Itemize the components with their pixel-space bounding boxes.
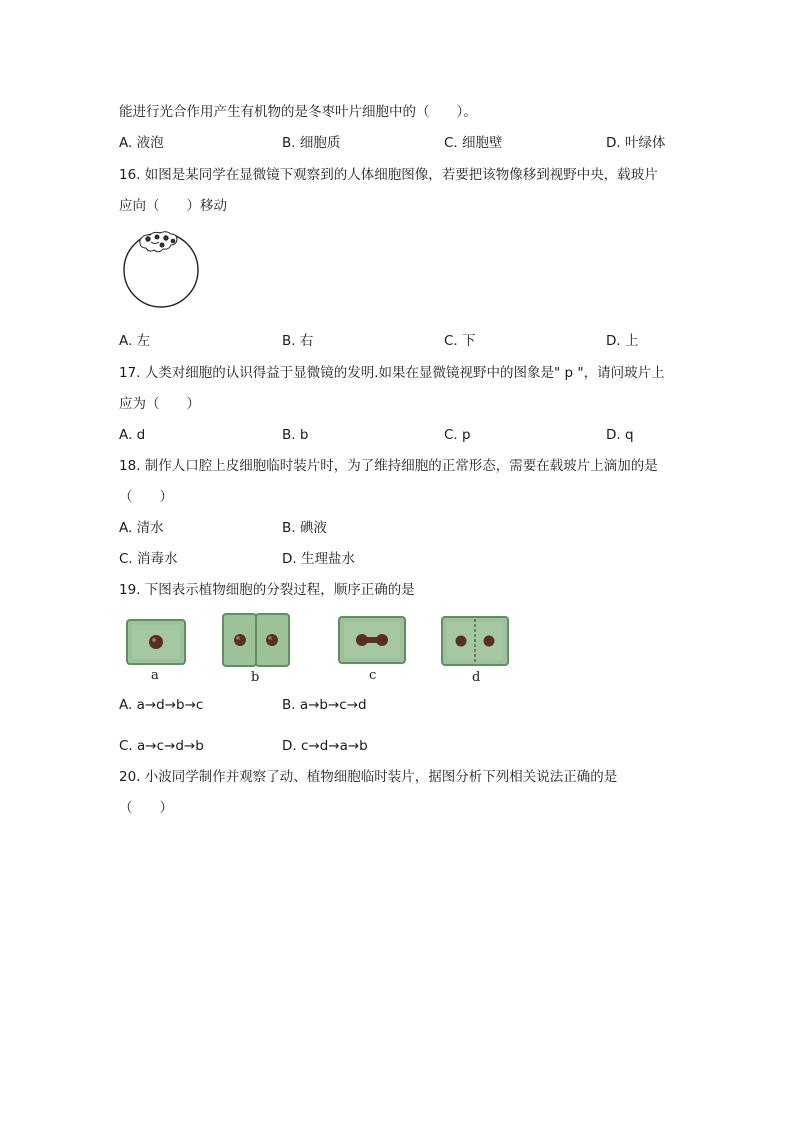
q18-stem-line1: 18. 制作人口腔上皮细胞临时装片时，为了维持细胞的正常形态，需要在载玻片上滴加的是 — [119, 458, 658, 474]
q18-option-c[interactable]: C. 消毒水 — [119, 551, 178, 567]
q20-stem-line1: 20. 小波同学制作并观察了动、植物细胞临时装片，据图分析下列相关说法正确的是 — [119, 769, 618, 785]
q15-option-b[interactable]: B. 细胞质 — [282, 135, 341, 151]
nucleus-icon — [234, 634, 246, 646]
q18-option-b[interactable]: B. 碘液 — [282, 520, 327, 536]
q16-option-c[interactable]: C. 下 — [444, 333, 476, 349]
q19-option-a[interactable]: A. a→d→b→c — [119, 697, 204, 713]
cell-figure-b — [220, 611, 292, 669]
q20-stem-line2: （ ） — [119, 800, 173, 816]
human-cells-icon — [140, 232, 177, 252]
q15-option-c[interactable]: C. 细胞壁 — [444, 135, 503, 151]
q16-stem-line1: 16. 如图是某同学在显微镜下观察到的人体细胞图像，若要把该物像移到视野中央，载玻片 — [119, 167, 658, 183]
cell-figure-a — [124, 617, 188, 667]
q17-option-c[interactable]: C. p — [444, 427, 471, 443]
q16-option-a[interactable]: A. 左 — [119, 333, 151, 349]
cell-label-b: b — [251, 670, 260, 685]
q19-option-c[interactable]: C. a→c→d→b — [119, 738, 204, 754]
q18-option-a[interactable]: A. 清水 — [119, 520, 164, 536]
nucleus-icon — [456, 636, 467, 647]
q17-option-d[interactable]: D. q — [606, 427, 634, 443]
q17-option-a[interactable]: A. d — [119, 427, 146, 443]
q17-stem-line1: 17. 人类对细胞的认识得益于显微镜的发明.如果在显微镜视野中的图象是" p "，请问玻片上 — [119, 365, 665, 381]
q15-stem: 能进行光合作用产生有机物的是冬枣叶片细胞中的（ ）。 — [119, 104, 477, 120]
cell-label-c: c — [369, 668, 377, 683]
q16-option-d[interactable]: D. 上 — [606, 333, 639, 349]
cell-label-a: a — [151, 668, 159, 683]
cell-figure-c — [336, 614, 408, 666]
q18-option-d[interactable]: D. 生理盐水 — [282, 551, 355, 567]
microscope-field-figure — [118, 228, 204, 314]
q15-option-d[interactable]: D. 叶绿体 — [606, 135, 666, 151]
cell-label-d: d — [472, 670, 481, 685]
q18-stem-line2: （ ） — [119, 489, 173, 505]
q17-stem-line2: 应为（ ） — [119, 396, 200, 412]
q16-option-b[interactable]: B. 右 — [282, 333, 314, 349]
q16-stem-line2: 应向（ ）移动 — [119, 198, 227, 214]
q19-stem: 19. 下图表示植物细胞的分裂过程，顺序正确的是 — [119, 582, 415, 598]
cell-figure-d — [439, 614, 511, 668]
q15-option-a[interactable]: A. 液泡 — [119, 135, 164, 151]
q17-option-b[interactable]: B. b — [282, 427, 309, 443]
q19-option-b[interactable]: B. a→b→c→d — [282, 697, 367, 713]
q19-option-d[interactable]: D. c→d→a→b — [282, 738, 368, 754]
nucleus-icon — [149, 635, 163, 649]
